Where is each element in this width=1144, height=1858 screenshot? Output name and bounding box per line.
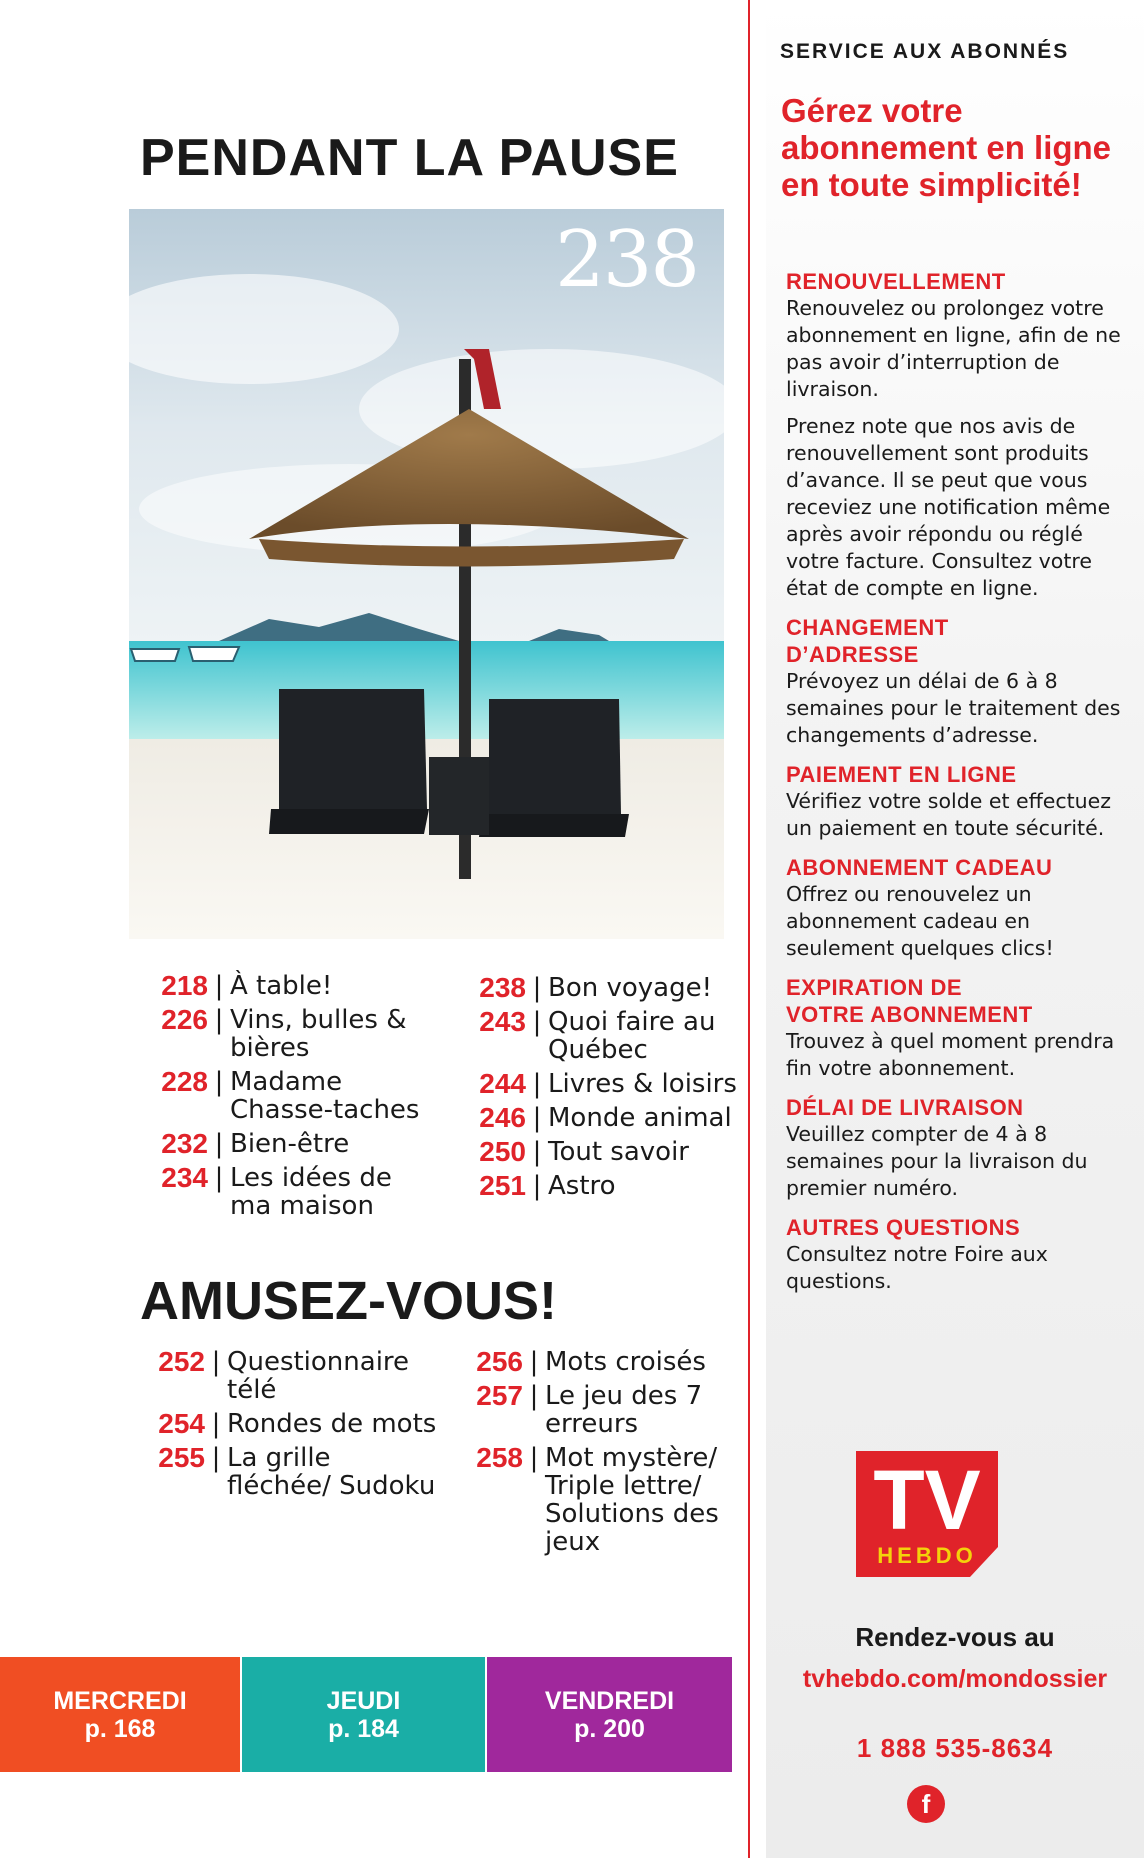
red-divider [748, 0, 750, 1858]
service-paragraph: Consultez notre Foire aux questions. [786, 1242, 1048, 1293]
amusez-section-title: AMUSEZ-VOUS! [140, 1271, 557, 1331]
day-name: VENDREDI [544, 1686, 675, 1715]
toc-item[interactable] [455, 1382, 745, 1438]
service-section-body [786, 1241, 1131, 1295]
toc-item[interactable] [140, 1006, 440, 1062]
service-section-title[interactable]: AUTRES QUESTIONS [786, 1215, 1021, 1240]
service-section [786, 974, 1131, 1082]
toc-page-number: 254 [158, 1408, 205, 1439]
toc-separator: | [214, 971, 224, 1001]
service-section-body [786, 1028, 1131, 1082]
toc-label: Mot mystère/ Triple lettre/ Solutions des jeux [545, 1443, 719, 1557]
service-section [786, 614, 1131, 749]
logo-sub-text: HEBDO [877, 1543, 977, 1568]
service-section [786, 1214, 1131, 1295]
toc-item[interactable] [458, 1008, 748, 1064]
toc-page-number: 228 [161, 1066, 208, 1097]
toc-page-number: 257 [476, 1380, 523, 1411]
pause-toc-left [140, 972, 440, 1226]
toc-page-number: 256 [476, 1346, 523, 1377]
toc-page-number: 232 [161, 1128, 208, 1159]
toc-label: Bon voyage! [548, 973, 713, 1003]
toc-label: La grille fléchée/ Sudoku [227, 1443, 436, 1501]
day-vendredi[interactable] [487, 1657, 732, 1772]
toc-separator: | [532, 973, 542, 1003]
phone-number[interactable]: 1 888 535-8634 [856, 1733, 1054, 1763]
toc-label: Vins, bulles & bières [230, 1005, 407, 1063]
toc-page-number: 238 [479, 972, 526, 1003]
toc-separator: | [532, 1137, 542, 1167]
service-section-title[interactable]: EXPIRATION DE VOTRE ABONNEMENT [786, 975, 1033, 1027]
rendezvous-text: Rendez-vous au [855, 1622, 1055, 1652]
toc-separator: | [211, 1347, 221, 1377]
service-paragraph: Prévoyez un délai de 6 à 8 semaines pour le traitement des changements d’adresse. [786, 669, 1121, 747]
toc-page-number: 226 [161, 1004, 208, 1035]
service-section-body [786, 788, 1131, 842]
toc-item[interactable] [458, 1070, 748, 1098]
service-section [786, 1094, 1131, 1202]
toc-page-number: 246 [479, 1102, 526, 1133]
feature-page-number: 238 [555, 215, 698, 305]
toc-label: Livres & loisirs [548, 1069, 737, 1099]
toc-item[interactable] [140, 972, 440, 1000]
toc-label: Rondes de mots [227, 1409, 437, 1439]
service-paragraph: Prenez note que nos avis de renouvellement sont produits d’avance. Il se peut que vous receviez une notification même après avoir répondu ou réglé votre facture. Consultez votre état de compte en ligne. [786, 414, 1111, 600]
toc-separator: | [532, 1171, 542, 1201]
toc-page-number: 250 [479, 1136, 526, 1167]
service-section-body [786, 1121, 1131, 1202]
amusez-toc-right [455, 1348, 745, 1562]
toc-label: Les idées de ma maison [230, 1163, 392, 1221]
toc-page-number: 244 [479, 1068, 526, 1099]
service-section [786, 761, 1131, 842]
service-section-title[interactable]: RENOUVELLEMENT [786, 269, 1006, 294]
toc-label: Monde animal [548, 1103, 732, 1133]
toc-page-number: 255 [158, 1442, 205, 1473]
day-page: p. 184 [328, 1714, 399, 1743]
toc-page-number: 234 [161, 1162, 208, 1193]
toc-item[interactable] [458, 974, 748, 1002]
toc-item[interactable] [137, 1444, 437, 1500]
toc-item[interactable] [140, 1068, 440, 1124]
toc-separator: | [214, 1163, 224, 1193]
day-page: p. 200 [574, 1714, 645, 1743]
service-paragraph: Renouvelez ou prolongez votre abonnement en ligne, afin de ne pas avoir d’interruption de livraison. [786, 296, 1121, 401]
day-navigation-bar [0, 1657, 734, 1772]
toc-item[interactable] [458, 1138, 748, 1166]
day-name: JEUDI [326, 1686, 401, 1715]
toc-item[interactable] [455, 1348, 745, 1376]
toc-label: Astro [548, 1171, 616, 1201]
toc-label: Mots croisés [545, 1347, 706, 1377]
service-section-title[interactable]: PAIEMENT EN LIGNE [786, 762, 1017, 787]
tv-hebdo-logo[interactable] [856, 1451, 998, 1577]
logo-main-text: TV [873, 1453, 981, 1547]
toc-separator: | [529, 1381, 539, 1411]
service-section-body [786, 295, 1131, 602]
day-jeudi[interactable] [242, 1657, 485, 1772]
toc-separator: | [214, 1067, 224, 1097]
service-paragraph: Veuillez compter de 4 à 8 semaines pour la livraison du premier numéro. [786, 1122, 1088, 1200]
toc-item[interactable] [137, 1348, 437, 1404]
beach-umbrella-illustration [129, 209, 724, 939]
day-mercredi[interactable] [0, 1657, 240, 1772]
toc-item[interactable] [455, 1444, 745, 1556]
beach-photo [129, 209, 724, 939]
service-section-body [786, 881, 1131, 962]
toc-separator: | [529, 1443, 539, 1473]
toc-label: Quoi faire au Québec [548, 1007, 716, 1065]
toc-separator: | [532, 1069, 542, 1099]
facebook-icon[interactable]: f [907, 1785, 945, 1823]
service-sections [786, 268, 1131, 1307]
day-page: p. 168 [84, 1714, 156, 1743]
amusez-toc-left [137, 1348, 437, 1506]
toc-page-number: 252 [158, 1346, 205, 1377]
service-paragraph: Vérifiez votre solde et effectuez un paiement en toute sécurité. [786, 789, 1112, 840]
toc-page-number: 258 [476, 1442, 523, 1473]
toc-separator: | [211, 1443, 221, 1473]
service-paragraph: Trouvez à quel moment prendra fin votre abonnement. [786, 1029, 1115, 1080]
toc-separator: | [532, 1007, 542, 1037]
toc-label: Questionnaire télé [227, 1347, 410, 1405]
toc-label: À table! [230, 971, 333, 1001]
toc-separator: | [214, 1129, 224, 1159]
toc-separator: | [211, 1409, 221, 1439]
pause-toc-right [458, 974, 748, 1206]
toc-item[interactable] [140, 1130, 440, 1158]
toc-item[interactable] [458, 1172, 748, 1200]
pause-section-title: PENDANT LA PAUSE [140, 129, 679, 187]
toc-item[interactable] [140, 1164, 440, 1220]
service-section-title[interactable]: CHANGEMENT D’ADRESSE [786, 615, 949, 667]
toc-page-number: 243 [479, 1006, 526, 1037]
service-section [786, 854, 1131, 962]
service-header: SERVICE AUX ABONNÉS [780, 40, 1070, 63]
toc-label: Tout savoir [548, 1137, 689, 1167]
toc-label: Le jeu des 7 erreurs [545, 1381, 703, 1439]
toc-item[interactable] [458, 1104, 748, 1132]
toc-label: Madame Chasse-taches [230, 1067, 420, 1125]
toc-separator: | [214, 1005, 224, 1035]
service-section-body [786, 668, 1131, 749]
toc-separator: | [532, 1103, 542, 1133]
service-section-title[interactable]: DÉLAI DE LIVRAISON [786, 1095, 1024, 1120]
service-section [786, 268, 1131, 602]
toc-item[interactable] [137, 1410, 437, 1438]
toc-label: Bien-être [230, 1129, 350, 1159]
website-link[interactable]: tvhebdo.com/mondossier [802, 1665, 1108, 1693]
service-paragraph: Offrez ou renouvelez un abonnement cadeau en seulement quelques clics! [786, 882, 1054, 960]
service-headline: Gérez votre abonnement en ligne en toute simplicité! [781, 92, 1112, 203]
service-section-title[interactable]: ABONNEMENT CADEAU [786, 855, 1053, 880]
toc-page-number: 218 [161, 970, 208, 1001]
toc-page-number: 251 [479, 1170, 526, 1201]
day-name: MERCREDI [53, 1686, 187, 1715]
toc-separator: | [529, 1347, 539, 1377]
